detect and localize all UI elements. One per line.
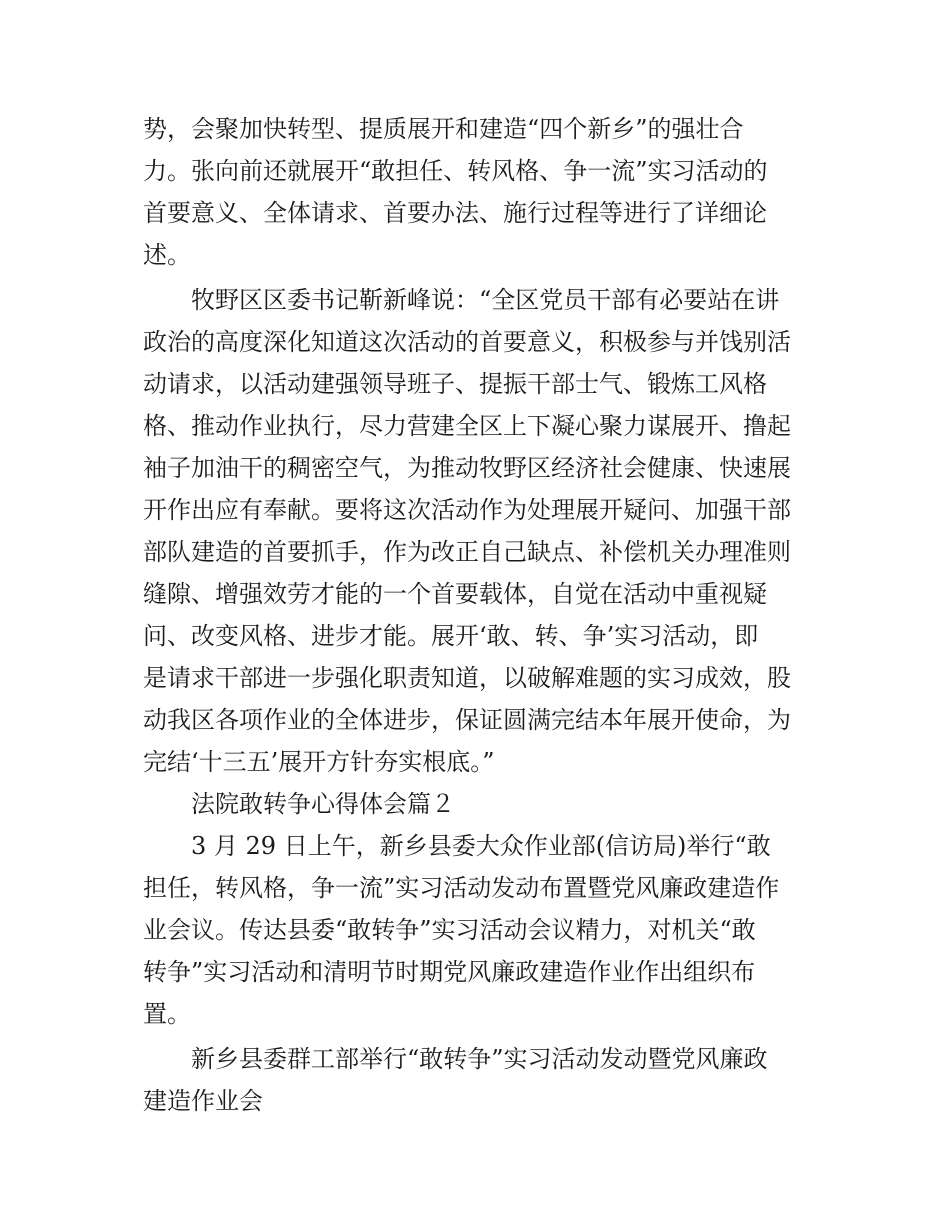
text-line: 部队建造的首要抓手，作为改正自己缺点、补偿机关办理准则	[143, 538, 791, 566]
body-text	[143, 108, 813, 1122]
text-line: 是请求干部进一步强化职责知道，以破解难题的实习成效，股	[143, 664, 791, 692]
text-line: 述。	[143, 241, 191, 269]
text-line: 势，会聚加快转型、提质展开和建造“四个新乡”的强壮合	[143, 115, 744, 143]
text-line: 牧野区区委书记靳新峰说：“全区党员干部有必要站在讲	[191, 286, 780, 314]
text-line: 置。	[143, 1000, 191, 1028]
text-line: 新乡县委群工部举行“敢转争”实习活动发动暨党风廉政	[191, 1045, 768, 1073]
text-line: 力。张向前还就展开“敢担任、转风格、争一流”实习活动的	[143, 157, 768, 185]
text-line: 政治的高度深化知道这次活动的首要意义，积极参与并饯别活	[143, 328, 791, 356]
section-heading	[143, 783, 813, 825]
text-line: 袖子加油干的稠密空气，为推动牧野区经济社会健康、快速展	[143, 454, 791, 482]
paragraph	[143, 108, 813, 276]
text-line: 建造作业会	[143, 1087, 263, 1115]
paragraph	[143, 279, 813, 783]
paragraph	[143, 825, 813, 1035]
text-line: 业会议。传达县委“敢转争”实习活动会议精力，对机关“敢	[143, 916, 756, 944]
text-line: 动我区各项作业的全体进步，保证圆满完结本年展开使命，为	[143, 706, 791, 734]
text-line: 动请求，以活动建强领导班子、提振干部士气、锻炼工风格	[143, 370, 767, 398]
text-line: 3 月 29 日上午，新乡县委大众作业部(信访局)举行“敢	[191, 832, 771, 860]
text-line: 问、改变风格、进步才能。展开‘敢、转、争’实习活动，即	[143, 622, 759, 650]
text-line: 格、推动作业执行，尽力营建全区上下凝心聚力谋展开、撸起	[143, 412, 791, 440]
text-line: 担任，转风格，争一流”实习活动发动布置暨党风廉政建造作	[143, 874, 780, 902]
heading-line: 法院敢转争心得体会篇２	[191, 790, 455, 818]
text-line: 首要意义、全体请求、首要办法、施行过程等进行了详细论	[143, 199, 767, 227]
paragraph	[143, 1038, 813, 1122]
text-line: 完结‘十三五’展开方针夯实根底。”	[143, 748, 495, 776]
text-line: 开作出应有奉献。要将这次活动作为处理展开疑问、加强干部	[143, 496, 791, 524]
text-line: 转争”实习活动和清明节时期党风廉政建造作业作出组织布	[143, 958, 756, 986]
text-line: 缝隙、增强效劳才能的一个首要载体，自觉在活动中重视疑	[143, 580, 767, 608]
